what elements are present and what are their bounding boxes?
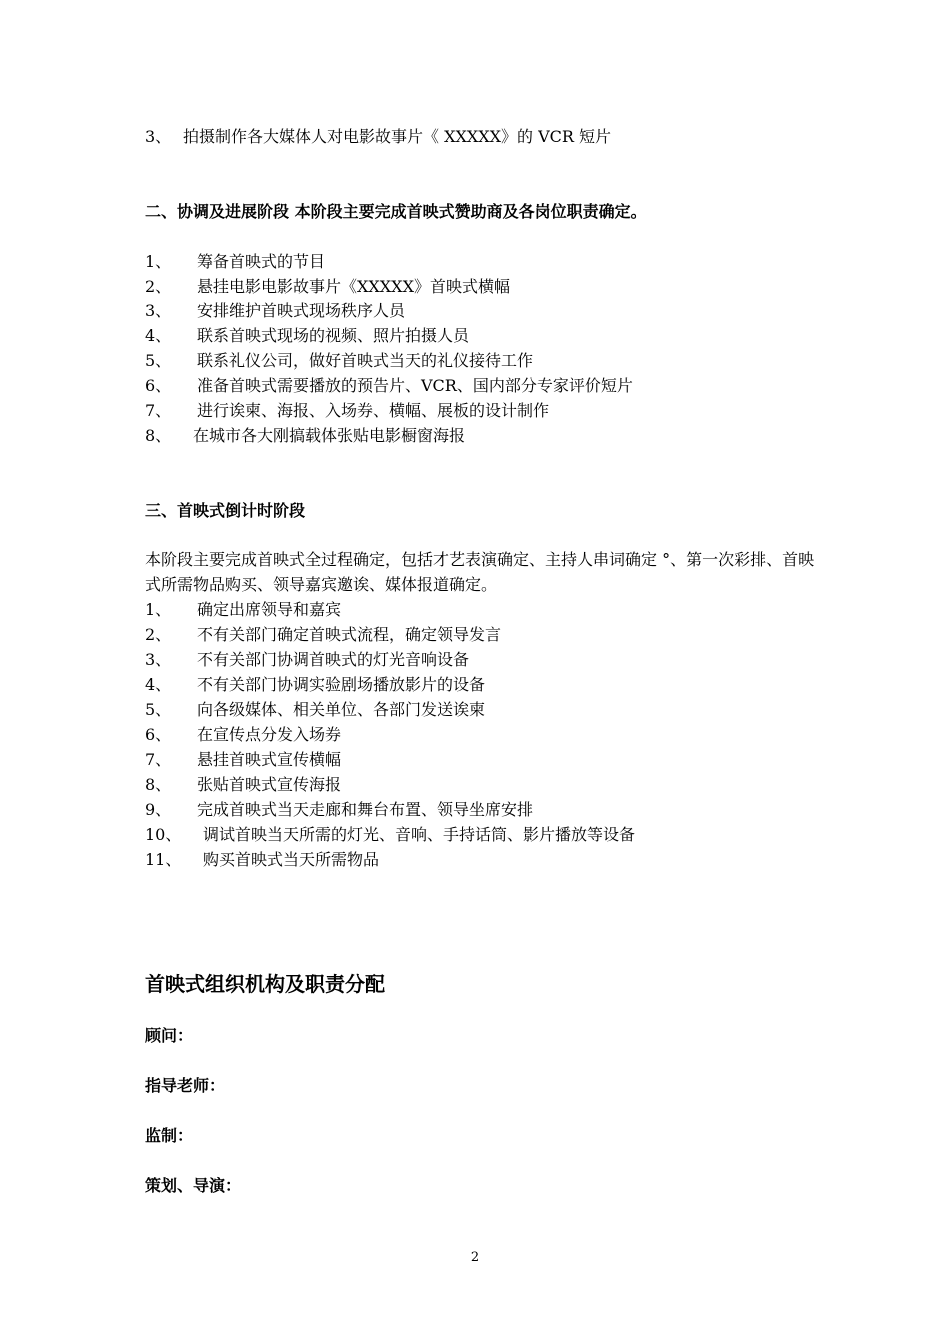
- list-text: 在宣传点分发入场券: [197, 725, 342, 744]
- list-item: [145, 426, 465, 446]
- list-text: 悬挂首映式宣传横幅: [197, 750, 342, 769]
- section-paragraph: 本阶段主要完成首映式全过程确定，包括才艺表演确定、主持人串词确定 °、第一次彩排、首映式所需物品购买、领导嘉宾邀诶、媒体报道确定。: [145, 550, 815, 594]
- list-number: 3、: [145, 127, 172, 146]
- list-item: [145, 376, 633, 396]
- list-number: 8、: [145, 426, 172, 445]
- list-text: 拍摄制作各大媒体人对电影故事片《 XXXXX》的 VCR 短片: [183, 127, 612, 146]
- list-number: 2、: [145, 625, 172, 644]
- list-number: 3、: [145, 650, 172, 669]
- list-text: 筹备首映式的节目: [197, 252, 326, 271]
- list-item: [145, 775, 341, 795]
- list-text: 安排维护首映式现场秩序人员: [197, 301, 406, 320]
- section-heading: 二、协调及进展阶段 本阶段主要完成首映式赞助商及各岗位职责确定。: [145, 202, 647, 221]
- list-text: 准备首映式需要播放的预告片、VCR、国内部分专家评价短片: [197, 376, 633, 395]
- page-number: 2: [470, 1250, 480, 1265]
- list-text: 进行诶柬、海报、入场券、横幅、展板的设计制作: [197, 401, 550, 420]
- list-text: 联系礼仪公司，做好首映式当天的礼仪接待工作: [197, 351, 534, 370]
- list-item: [145, 252, 325, 272]
- list-number: 5、: [145, 351, 172, 370]
- list-item: [145, 600, 341, 620]
- list-number: 4、: [145, 326, 172, 345]
- list-number: 9、: [145, 800, 172, 819]
- list-number: 1、: [145, 600, 172, 619]
- list-item: [145, 351, 533, 371]
- list-number: 4、: [145, 675, 172, 694]
- list-number: 5、: [145, 700, 172, 719]
- list-number: 2、: [145, 277, 172, 296]
- list-number: 3、: [145, 301, 172, 320]
- list-item: [145, 700, 485, 720]
- list-number: 6、: [145, 725, 172, 744]
- role-label: 策划、导演：: [145, 1176, 242, 1195]
- list-text: 购买首映式当天所需物品: [203, 850, 380, 869]
- list-text: 确定出席领导和嘉宾: [197, 600, 342, 619]
- role-label: 顾问：: [145, 1026, 194, 1045]
- list-text: 不有关部门确定首映式流程，确定领导发言: [197, 625, 502, 644]
- list-number: 8、: [145, 775, 172, 794]
- list-item: [145, 750, 341, 770]
- list-text: 联系首映式现场的视频、照片拍摄人员: [197, 326, 470, 345]
- list-text: 在城市各大刚搞载体张贴电影橱窗海报: [193, 426, 466, 445]
- role-label: 监制：: [145, 1126, 194, 1145]
- list-text: 向各级媒体、相关单位、各部门发送诶柬: [197, 700, 486, 719]
- list-item: [145, 301, 405, 321]
- list-item: [145, 650, 469, 670]
- list-number: 11、: [145, 850, 182, 869]
- list-item: [145, 326, 469, 346]
- list-number: 10、: [145, 825, 182, 844]
- list-text: 不有关部门协调首映式的灯光音响设备: [197, 650, 470, 669]
- list-item: [145, 800, 533, 820]
- list-number: 1、: [145, 252, 172, 271]
- list-text: 完成首映式当天走廊和舞台布置、领导坐席安排: [197, 800, 534, 819]
- list-text: 张贴首映式宣传海报: [197, 775, 342, 794]
- list-item: [145, 675, 485, 695]
- list-item: [145, 277, 510, 297]
- list-text: 不有关部门协调实验剧场播放影片的设备: [197, 675, 486, 694]
- list-number: 7、: [145, 401, 172, 420]
- section-heading: 三、首映式倒计时阶段: [145, 501, 306, 520]
- list-item: [145, 725, 341, 745]
- list-item: [145, 127, 611, 147]
- list-text: 悬挂电影电影故事片《XXXXX》首映式横幅: [197, 277, 510, 296]
- list-number: 7、: [145, 750, 172, 769]
- list-item: [145, 825, 635, 845]
- list-text: 调试首映当天所需的灯光、音响、手持话筒、影片播放等设备: [203, 825, 636, 844]
- list-item: [145, 625, 501, 645]
- list-number: 6、: [145, 376, 172, 395]
- list-item: [145, 401, 549, 421]
- list-item: [145, 850, 379, 870]
- role-label: 指导老师：: [145, 1076, 226, 1095]
- section-title: 首映式组织机构及职责分配: [145, 972, 385, 996]
